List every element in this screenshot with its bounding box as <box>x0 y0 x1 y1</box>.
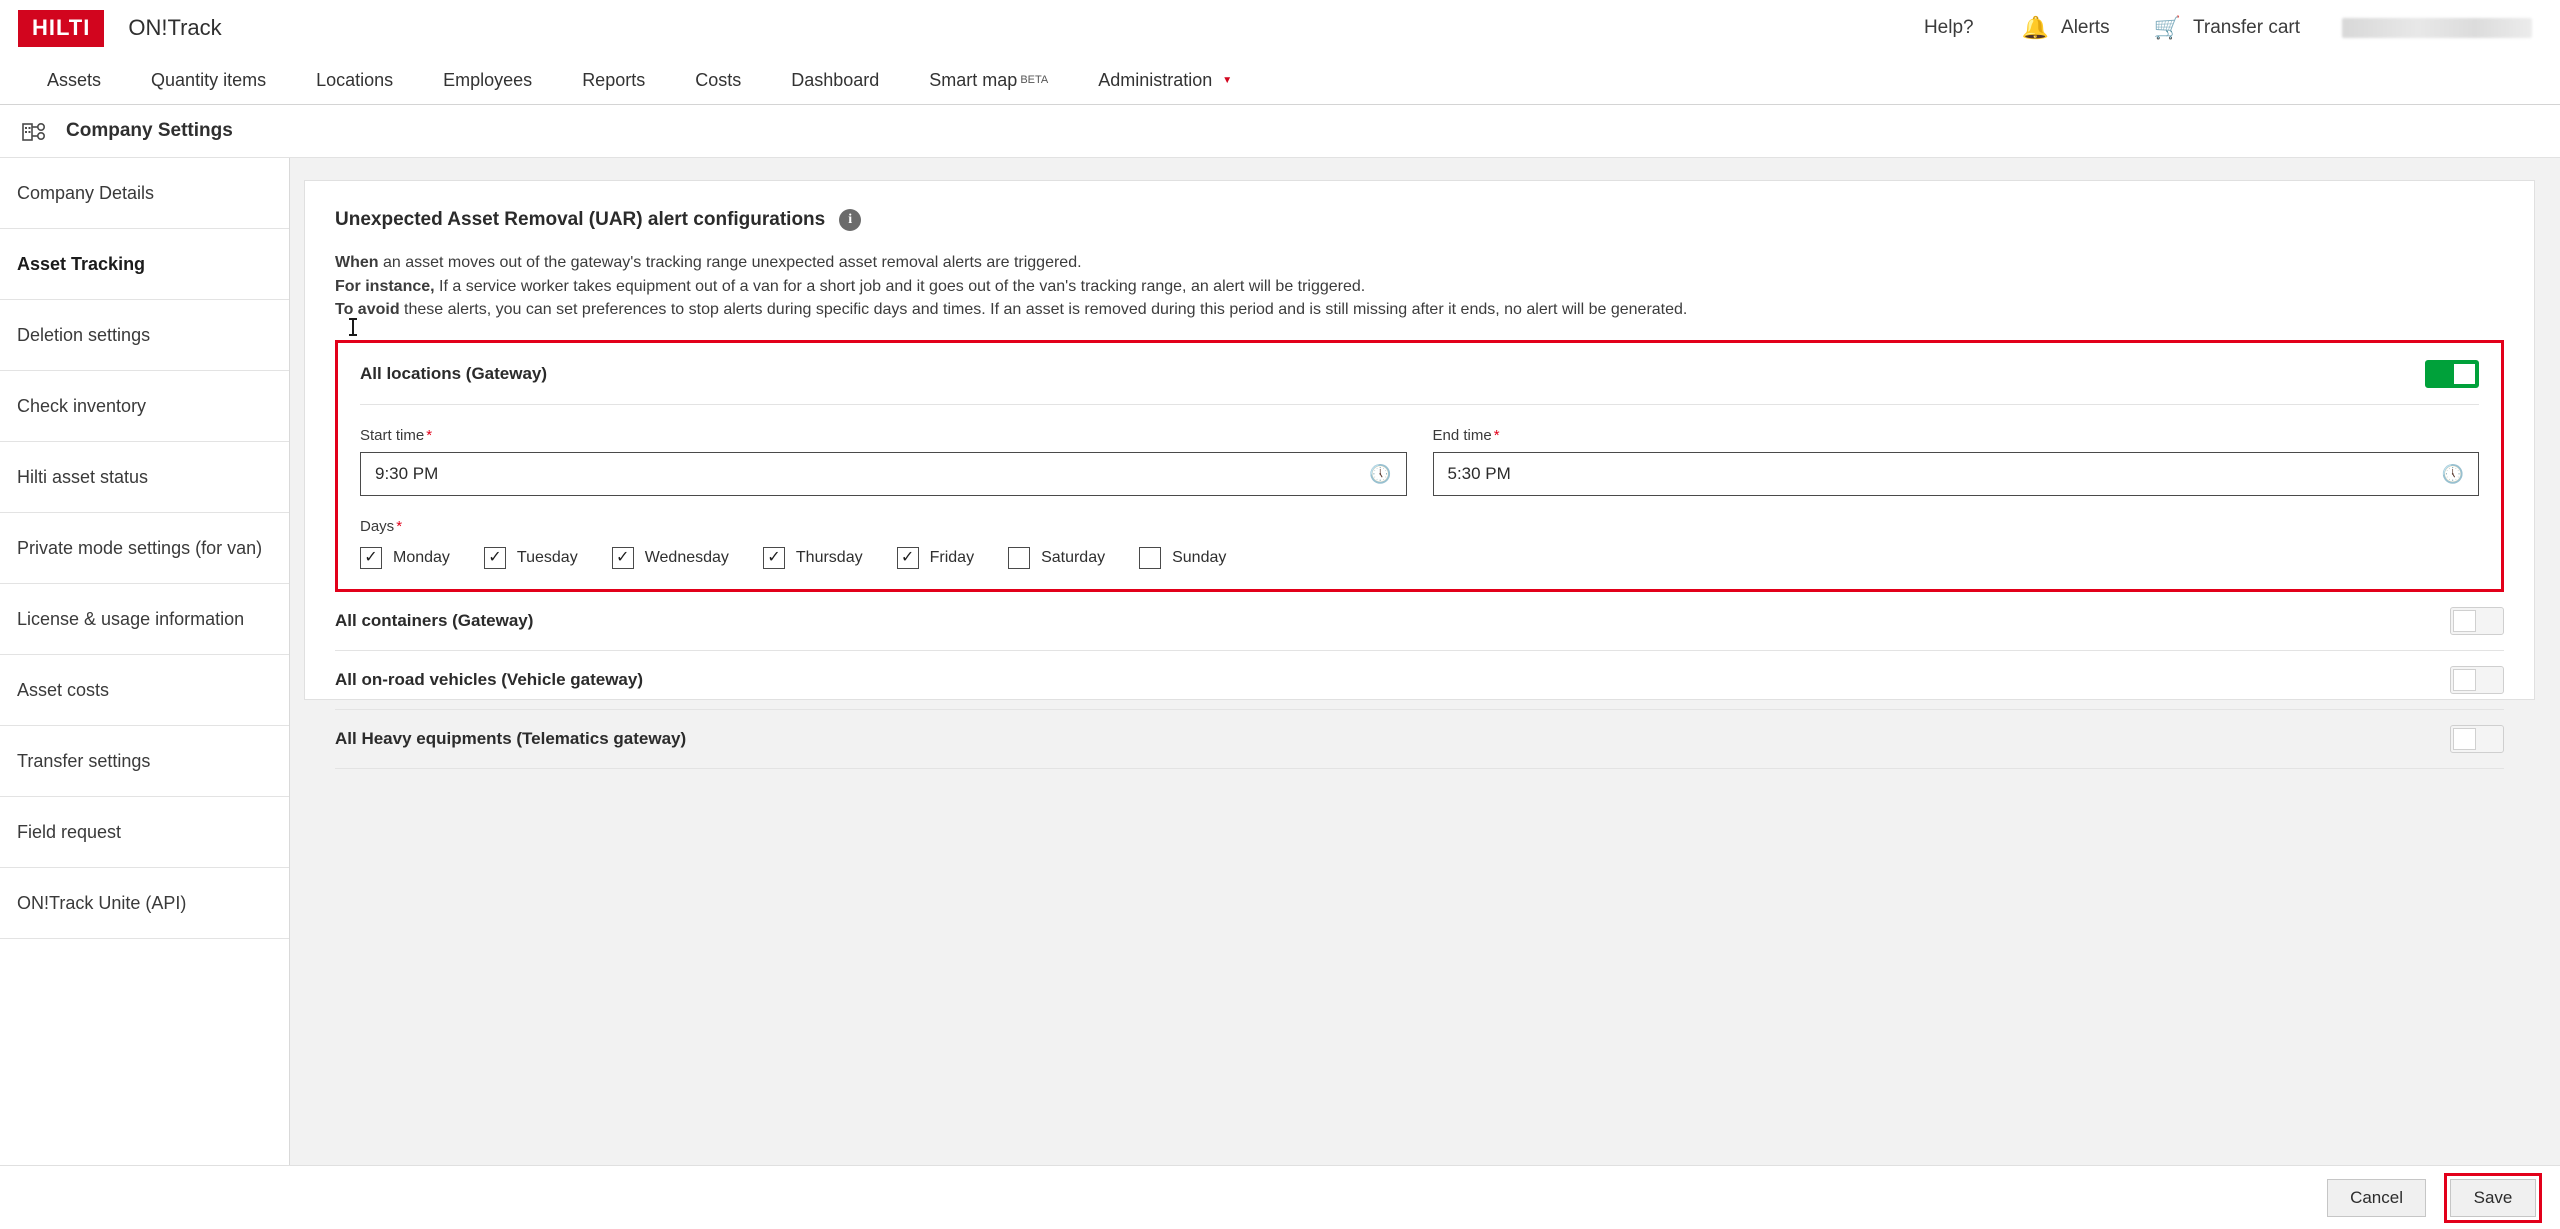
sidebar-item-ontrack-unite-api[interactable] <box>0 868 289 939</box>
card-title: Unexpected Asset Removal (UAR) alert configurations <box>335 209 826 230</box>
sidebar-item-label: Asset costs <box>17 679 110 700</box>
end-time-value: 5:30 PM <box>1447 464 1511 484</box>
description-line-1 <box>335 251 2504 275</box>
nav-label: Reports <box>582 69 646 90</box>
days-label-text: Days <box>360 518 395 536</box>
required-asterisk: * <box>426 427 433 445</box>
nav-item-employees[interactable] <box>418 56 557 104</box>
alerts-button[interactable] <box>2000 0 2132 56</box>
day-label: Saturday <box>1041 549 1106 567</box>
description-line-2-text: If a service worker takes equipment out of a van for a short job and it goes out of the van's tracking range, an alert will be triggered. <box>434 277 1366 295</box>
sidebar-item-label: Company Details <box>17 182 155 203</box>
day-label: Wednesday <box>644 549 729 567</box>
all-heavy-equipments-label: All Heavy equipments (Telematics gateway) <box>335 729 687 749</box>
end-time-label-text: End time <box>1432 427 1492 445</box>
main-nav <box>0 56 2560 105</box>
transfer-cart-button[interactable] <box>2132 0 2322 56</box>
day-checkbox-saturday[interactable] <box>1008 547 1105 569</box>
checkbox-icon: ✓ <box>484 547 506 569</box>
day-checkbox-monday[interactable] <box>360 547 450 569</box>
toggle-knob <box>2453 728 2476 750</box>
day-checkbox-thursday[interactable] <box>763 547 863 569</box>
settings-sidebar <box>0 158 290 1165</box>
top-bar <box>0 0 2560 56</box>
uar-card <box>304 180 2535 749</box>
nav-label: Quantity items <box>151 69 267 90</box>
user-account-name[interactable] <box>2342 18 2532 38</box>
time-fields-row <box>360 427 2479 496</box>
description-line-2 <box>335 275 2504 299</box>
nav-label: Employees <box>443 69 533 90</box>
content-area <box>0 157 2560 1165</box>
all-locations-header <box>360 343 2479 405</box>
cancel-button[interactable]: Cancel <box>2327 1179 2426 1217</box>
checkbox-icon <box>1139 547 1161 569</box>
product-name: ON!Track <box>128 15 222 40</box>
day-checkbox-sunday[interactable] <box>1139 547 1226 569</box>
sidebar-item-license-usage[interactable] <box>0 584 289 655</box>
checkbox-icon: ✓ <box>763 547 785 569</box>
days-label <box>360 518 2479 535</box>
end-time-input[interactable] <box>1433 452 2480 496</box>
clock-icon[interactable]: 🕔 <box>2441 463 2464 484</box>
save-button[interactable]: Save <box>2450 1179 2536 1217</box>
help-link[interactable]: Help? <box>1923 17 1974 38</box>
page-header <box>0 105 2560 157</box>
toggle-knob <box>2453 669 2476 691</box>
days-row <box>360 547 2479 569</box>
card-description <box>335 251 2504 322</box>
sidebar-item-label: Asset Tracking <box>17 253 146 274</box>
all-locations-section <box>335 340 2504 592</box>
checkbox-icon: ✓ <box>897 547 919 569</box>
nav-item-quantity-items[interactable] <box>126 56 291 104</box>
description-line-3-text: these alerts, you can set preferences to stop alerts during specific days and times. If an asset is removed during this period and is still missing after it ends, no alert will be generated. <box>399 301 1688 319</box>
all-locations-toggle[interactable] <box>2425 360 2479 388</box>
day-checkbox-wednesday[interactable] <box>612 547 729 569</box>
description-line-1-text: an asset moves out of the gateway's tracking range unexpected asset removal alerts are triggered. <box>378 254 1082 271</box>
beta-badge: BETA <box>1020 74 1049 86</box>
sidebar-item-label: Field request <box>17 821 122 842</box>
all-on-road-vehicles-label: All on-road vehicles (Vehicle gateway) <box>335 670 643 690</box>
hilti-logo[interactable]: HILTI <box>18 10 104 47</box>
description-line-1-lead: When <box>335 254 379 271</box>
sidebar-item-field-request[interactable] <box>0 797 289 868</box>
nav-label: Administration <box>1098 69 1213 90</box>
sidebar-item-hilti-asset-status[interactable] <box>0 442 289 513</box>
sidebar-item-label: Private mode settings (for van) <box>17 537 263 558</box>
sidebar-item-private-mode-settings[interactable] <box>0 513 289 584</box>
sidebar-item-label: License & usage information <box>17 608 245 629</box>
nav-item-assets[interactable] <box>22 56 126 104</box>
all-locations-label: All locations (Gateway) <box>360 363 548 383</box>
description-line-3 <box>335 298 2504 322</box>
info-icon[interactable]: i <box>839 209 861 231</box>
description-line-3-lead: To avoid <box>335 301 400 319</box>
chevron-down-icon: ▼ <box>1222 74 1233 86</box>
start-time-input[interactable] <box>360 452 1407 496</box>
bell-icon: 🔔 <box>2021 15 2050 40</box>
nav-label: Locations <box>316 69 394 90</box>
day-label: Tuesday <box>516 549 578 567</box>
card-title-row <box>335 209 2504 231</box>
all-heavy-equipments-row <box>335 710 2504 769</box>
required-asterisk: * <box>1493 427 1500 445</box>
sidebar-item-deletion-settings[interactable] <box>0 300 289 371</box>
description-line-2-lead: For instance, <box>335 277 435 295</box>
day-checkbox-friday[interactable] <box>897 547 974 569</box>
required-asterisk: * <box>396 518 403 536</box>
start-time-label <box>360 427 1407 444</box>
sidebar-item-label: ON!Track Unite (API) <box>17 892 187 913</box>
day-label: Thursday <box>795 549 863 567</box>
sidebar-item-label: Transfer settings <box>17 750 151 771</box>
nav-item-reports[interactable] <box>557 56 670 104</box>
main-panel <box>290 158 2560 1165</box>
nav-item-administration[interactable] <box>1073 56 1257 104</box>
nav-label: Assets <box>47 69 102 90</box>
day-label: Sunday <box>1172 549 1227 567</box>
start-time-field <box>360 427 1407 496</box>
end-time-label <box>1433 427 2480 444</box>
nav-label: Smart map <box>929 69 1018 90</box>
day-label: Friday <box>929 549 975 567</box>
all-containers-label: All containers (Gateway) <box>335 611 534 631</box>
sidebar-item-asset-costs[interactable] <box>0 655 289 726</box>
checkbox-icon <box>1008 547 1030 569</box>
nav-label: Dashboard <box>791 69 880 90</box>
sidebar-item-asset-tracking[interactable] <box>0 229 289 300</box>
footer-actions <box>0 1165 2560 1229</box>
sidebar-item-label: Deletion settings <box>17 324 151 345</box>
nav-item-dashboard[interactable] <box>766 56 904 104</box>
cart-icon: 🛒 <box>2153 15 2181 40</box>
sidebar-item-company-details[interactable] <box>0 158 289 229</box>
alerts-label: Alerts <box>2061 17 2110 38</box>
toggle-knob <box>2453 610 2476 632</box>
checkbox-icon: ✓ <box>360 547 382 569</box>
checkbox-icon: ✓ <box>612 547 634 569</box>
company-settings-icon <box>22 120 48 142</box>
start-time-label-text: Start time <box>360 427 425 445</box>
sidebar-item-transfer-settings[interactable] <box>0 726 289 797</box>
sidebar-item-check-inventory[interactable] <box>0 371 289 442</box>
all-on-road-vehicles-row <box>335 651 2504 710</box>
start-time-value: 9:30 PM <box>375 464 439 484</box>
sidebar-item-label: Check inventory <box>17 395 147 416</box>
nav-label: Costs <box>695 69 742 90</box>
toggle-knob <box>2453 363 2476 385</box>
transfer-cart-label: Transfer cart <box>2193 17 2300 38</box>
nav-item-locations[interactable] <box>291 56 418 104</box>
day-checkbox-tuesday[interactable] <box>484 547 578 569</box>
clock-icon[interactable]: 🕔 <box>1369 463 1392 484</box>
day-label: Monday <box>393 549 450 567</box>
nav-item-costs[interactable] <box>670 56 766 104</box>
sidebar-item-label: Hilti asset status <box>17 466 149 487</box>
all-heavy-equipments-toggle[interactable] <box>2450 725 2504 753</box>
text-cursor <box>352 318 354 336</box>
all-on-road-vehicles-toggle[interactable] <box>2450 666 2504 694</box>
save-button-highlight <box>2444 1173 2542 1223</box>
top-bar-right <box>1898 0 2560 56</box>
page-title: Company Settings <box>66 120 233 141</box>
nav-item-smart-map[interactable] <box>904 56 1073 104</box>
end-time-field <box>1433 427 2480 496</box>
all-containers-toggle[interactable] <box>2450 607 2504 635</box>
all-containers-row <box>335 592 2504 651</box>
